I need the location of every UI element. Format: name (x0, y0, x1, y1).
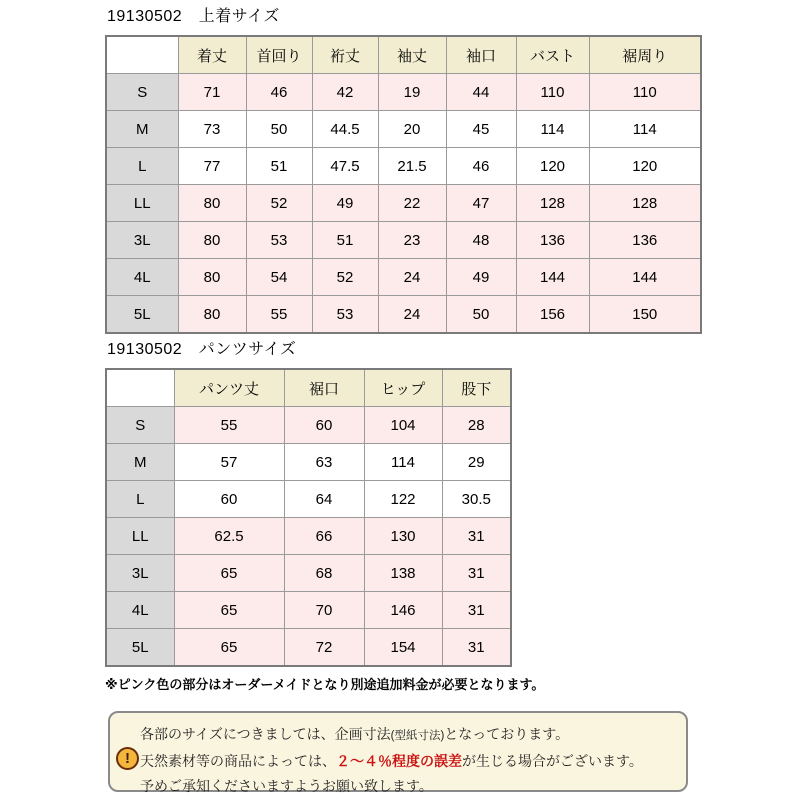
value-cell: 54 (246, 259, 312, 296)
value-cell: 64 (284, 481, 364, 518)
column-header: 袖口 (446, 36, 516, 74)
notice-line-2-red-text: ２～４％程度の誤差 (336, 753, 462, 769)
value-cell: 24 (378, 296, 446, 334)
table-row (106, 444, 511, 481)
value-cell: 73 (178, 111, 246, 148)
size-label: 3L (106, 222, 178, 259)
size-label: M (106, 444, 174, 481)
value-cell: 49 (446, 259, 516, 296)
value-cell: 80 (178, 296, 246, 334)
value-cell: 23 (378, 222, 446, 259)
value-cell: 53 (246, 222, 312, 259)
column-header: 股下 (442, 369, 511, 407)
column-header: 着丈 (178, 36, 246, 74)
value-cell: 55 (246, 296, 312, 334)
table-row (106, 259, 701, 296)
value-cell: 65 (174, 592, 284, 629)
value-cell: 150 (589, 296, 701, 334)
value-cell: 47 (446, 185, 516, 222)
value-cell: 29 (442, 444, 511, 481)
value-cell: 65 (174, 629, 284, 667)
value-cell: 146 (364, 592, 442, 629)
column-header: ヒップ (364, 369, 442, 407)
value-cell: 77 (178, 148, 246, 185)
value-cell: 120 (589, 148, 701, 185)
header-row (106, 369, 511, 407)
column-header: 裾周り (589, 36, 701, 74)
notice-line-2-text: 天然素材等の商品によっては、 (140, 753, 336, 769)
column-header: パンツ丈 (174, 369, 284, 407)
size-label: L (106, 148, 178, 185)
value-cell: 128 (589, 185, 701, 222)
value-cell: 55 (174, 407, 284, 444)
column-header: 袖丈 (378, 36, 446, 74)
jacket-size-table-title: 19130502 上着サイズ (107, 8, 280, 25)
pants-size-table (105, 368, 512, 667)
value-cell: 70 (284, 592, 364, 629)
value-cell: 60 (284, 407, 364, 444)
header-row (106, 36, 701, 74)
pink-surcharge-note: ※ピンク色の部分はオーダーメイドとなり別途追加料金が必要となります。 (105, 677, 545, 692)
column-header: 裾口 (284, 369, 364, 407)
jacket-size-table (105, 35, 702, 334)
value-cell: 138 (364, 555, 442, 592)
table-row (106, 148, 701, 185)
value-cell: 31 (442, 629, 511, 667)
column-header: 裄丈 (312, 36, 378, 74)
notice-line-3: 予めご承知くださいますようお願い致します。 (140, 778, 433, 794)
size-label: 5L (106, 296, 178, 334)
corner-cell (106, 369, 174, 407)
size-label: S (106, 407, 174, 444)
value-cell: 156 (516, 296, 589, 334)
value-cell: 60 (174, 481, 284, 518)
value-cell: 24 (378, 259, 446, 296)
value-cell: 57 (174, 444, 284, 481)
value-cell: 28 (442, 407, 511, 444)
table-row (106, 222, 701, 259)
value-cell: 65 (174, 555, 284, 592)
value-cell: 128 (516, 185, 589, 222)
notice-line-1-text: 各部のサイズにつきましては、企画寸法 (140, 726, 391, 742)
value-cell: 46 (446, 148, 516, 185)
value-cell: 154 (364, 629, 442, 667)
table-row (106, 185, 701, 222)
table-row (106, 518, 511, 555)
value-cell: 53 (312, 296, 378, 334)
table-row (106, 555, 511, 592)
value-cell: 52 (246, 185, 312, 222)
size-label: 5L (106, 629, 174, 667)
value-cell: 66 (284, 518, 364, 555)
value-cell: 19 (378, 74, 446, 111)
warning-exclamation-icon: ! (116, 747, 139, 770)
size-label: LL (106, 518, 174, 555)
value-cell: 122 (364, 481, 442, 518)
notice-line-1-tail: となっております。 (444, 726, 570, 742)
value-cell: 48 (446, 222, 516, 259)
value-cell: 50 (446, 296, 516, 334)
size-label: L (106, 481, 174, 518)
value-cell: 31 (442, 555, 511, 592)
value-cell: 42 (312, 74, 378, 111)
value-cell: 49 (312, 185, 378, 222)
value-cell: 50 (246, 111, 312, 148)
sizing-notice-box (108, 711, 688, 792)
table-row (106, 481, 511, 518)
notice-line-2-tail: が生じる場合がございます。 (462, 753, 643, 769)
value-cell: 136 (516, 222, 589, 259)
value-cell: 71 (178, 74, 246, 111)
value-cell: 144 (589, 259, 701, 296)
value-cell: 21.5 (378, 148, 446, 185)
value-cell: 104 (364, 407, 442, 444)
value-cell: 31 (442, 592, 511, 629)
size-label: LL (106, 185, 178, 222)
pants-size-table-title: 19130502 パンツサイズ (107, 341, 297, 358)
value-cell: 51 (312, 222, 378, 259)
corner-cell (106, 36, 178, 74)
table-row (106, 74, 701, 111)
table-row (106, 407, 511, 444)
value-cell: 44 (446, 74, 516, 111)
value-cell: 136 (589, 222, 701, 259)
value-cell: 31 (442, 518, 511, 555)
size-label: 3L (106, 555, 174, 592)
value-cell: 80 (178, 185, 246, 222)
value-cell: 114 (516, 111, 589, 148)
notice-line-1 (140, 722, 678, 749)
table-row (106, 629, 511, 667)
notice-line-2 (140, 749, 678, 774)
value-cell: 80 (178, 259, 246, 296)
value-cell: 20 (378, 111, 446, 148)
column-header: 首回り (246, 36, 312, 74)
value-cell: 45 (446, 111, 516, 148)
value-cell: 22 (378, 185, 446, 222)
notice-line-1-small-text: (型紙寸法) (390, 730, 445, 742)
column-header: バスト (516, 36, 589, 74)
value-cell: 114 (364, 444, 442, 481)
size-label: 4L (106, 592, 174, 629)
value-cell: 62.5 (174, 518, 284, 555)
value-cell: 130 (364, 518, 442, 555)
table-row (106, 592, 511, 629)
value-cell: 30.5 (442, 481, 511, 518)
size-label: M (106, 111, 178, 148)
value-cell: 46 (246, 74, 312, 111)
size-label: 4L (106, 259, 178, 296)
value-cell: 52 (312, 259, 378, 296)
value-cell: 51 (246, 148, 312, 185)
value-cell: 68 (284, 555, 364, 592)
size-label: S (106, 74, 178, 111)
value-cell: 44.5 (312, 111, 378, 148)
value-cell: 144 (516, 259, 589, 296)
table-row (106, 111, 701, 148)
value-cell: 120 (516, 148, 589, 185)
value-cell: 114 (589, 111, 701, 148)
value-cell: 80 (178, 222, 246, 259)
value-cell: 47.5 (312, 148, 378, 185)
value-cell: 72 (284, 629, 364, 667)
value-cell: 110 (589, 74, 701, 111)
value-cell: 110 (516, 74, 589, 111)
value-cell: 63 (284, 444, 364, 481)
table-row (106, 296, 701, 334)
